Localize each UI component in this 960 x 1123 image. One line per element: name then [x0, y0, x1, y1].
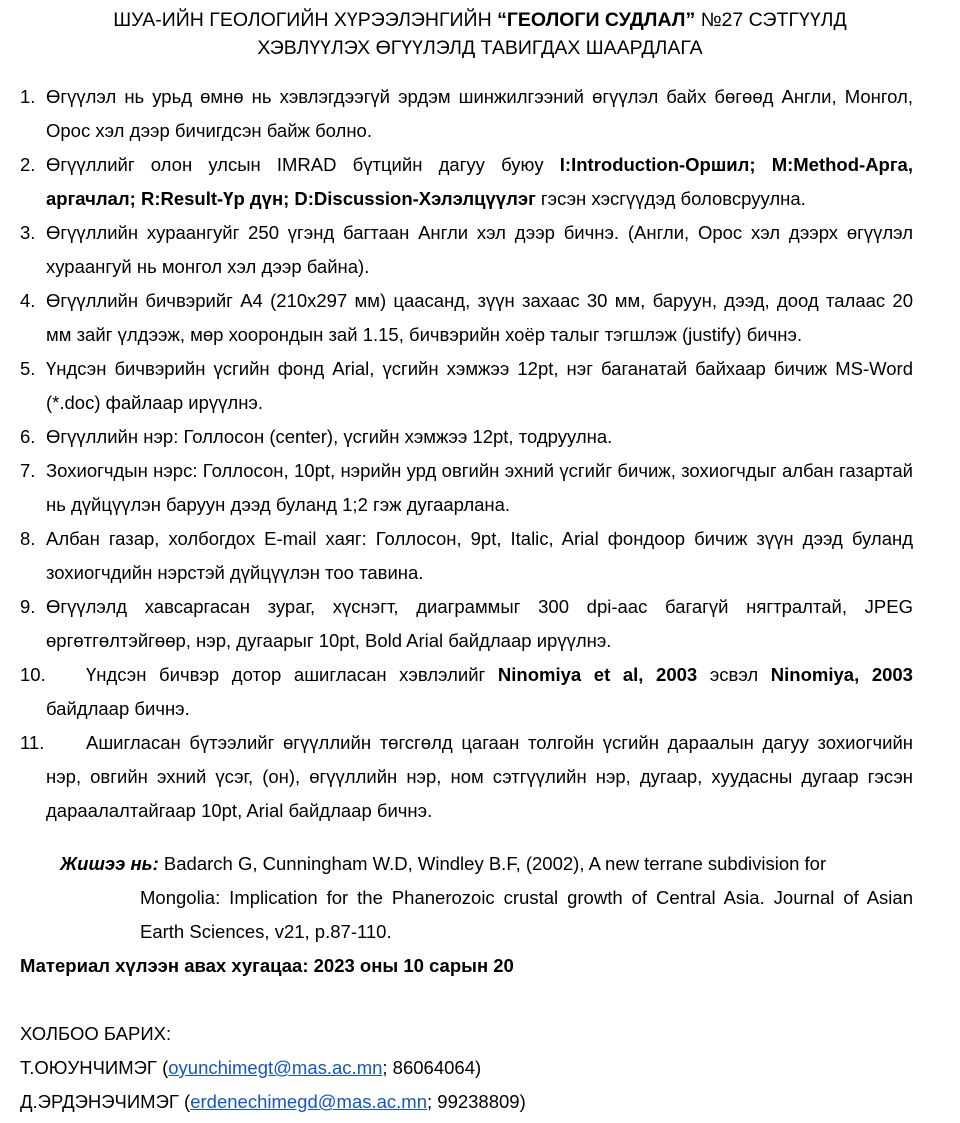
list-item: 3. Өгүүллийн хураангуйг 250 үгэнд багтаан Англи хэл дээр бичнэ. (Англи, Орос хэл дээрх өгүүлэл хураангуй нь монгол хэл дээр байна). — [20, 222, 913, 277]
title-line-2: ХЭВЛҮҮЛЭХ ӨГҮҮЛЭЛД ТАВИГДАХ ШААРДЛАГА — [257, 37, 703, 59]
submission-deadline: Материал хүлээн авах хугацаа: 2023 оны 10 сарын 20 — [20, 955, 514, 976]
example-label: Жишээ нь: — [60, 853, 159, 874]
list-item: 8. Албан газар, холбогдох E-mail хаяг: Голлосон, 9pt, Italic, Arial фондоор бичиж зүүн дээд буланд зохиогчдийн нэрстэй дүйцүүлэн тоо тавина. — [20, 528, 913, 583]
list-item: 4. Өгүүллийн бичвэрийг А4 (210х297 мм) цаасанд, зүүн захаас 30 мм, баруун, дээд, доод талаас 20 мм зайг үлдээж, мөр хоорондын зай 1.15, бичвэрийн хоёр талыг тэгшлэж (justify) бичнэ. — [20, 290, 913, 345]
list-item: 2. Өгүүллийг олон улсын IMRAD бүтцийн дагуу буюу I:Introduction-Оршил; M:Method-Арга, аргачлал; R:Result-Үр дүн; D:Discussion-Хэлэлцүүлэг гэсэн хэсгүүдэд боловсруулна. — [20, 154, 913, 209]
list-item: 11. Ашигласан бүтээлийг өгүүллийн төгсгөлд цагаан толгойн үсгийн дараалын дагуу зохиогчийн нэр, овгийн эхний үсэг, (он), өгүүллийн нэр, ном сэтгүүлийн нэр, дугаар, хуудасны дугаар гэсэн дараалалтайгаар 10pt, Arial байдлаар бичнэ. — [20, 732, 913, 821]
list-item: 7. Зохиогчдын нэрс: Голлосон, 10pt, нэрийн урд овгийн эхний үсгийг бичиж, зохиогчдыг албан газартай нь дүйцүүлэн баруун дээд буланд 1;2 гэж дугаарлана. — [20, 460, 913, 515]
example-first-line: Badarch G, Cunningham W.D, Windley B.F, (2002), A new terrane subdivision for — [158, 853, 827, 874]
contact-block — [20, 1017, 526, 1119]
list-item: 6. Өгүүллийн нэр: Голлосон (center), үсгийн хэмжээ 12pt, тодруулна. — [20, 426, 613, 447]
email-link[interactable]: erdenechimegd@mas.ac.mn — [190, 1091, 427, 1112]
contact-person: Д.ЭРДЭНЭЧИМЭГ (erdenechimegd@mas.ac.mn; 99238809) — [20, 1091, 526, 1112]
requirements-list — [20, 80, 913, 828]
list-item: 5. Үндсэн бичвэрийн үсгийн фонд Arial, үсгийн хэмжээ 12pt, нэг баганатай байхаар бичиж MS-Word (*.doc) файлаар ирүүлнэ. — [20, 358, 913, 413]
example-continuation: Mongolia: Implication for the Phanerozoic crustal growth of Central Asia. Journal of Asian Earth Sciences, v21, p.87-110. — [140, 887, 913, 942]
contact-person: Т.ОЮУНЧИМЭГ (oyunchimegt@mas.ac.mn; 86064064) — [20, 1057, 482, 1078]
list-item: 10. Үндсэн бичвэр дотор ашигласан хэвлэлийг Ninomiya et al, 2003 эсвэл Ninomiya, 2003 байдлаар бичнэ. — [20, 664, 913, 719]
document-title — [0, 6, 960, 62]
reference-example — [60, 847, 913, 949]
title-line-1: ШУА-ИЙН ГЕОЛОГИЙН ХҮРЭЭЛЭНГИЙН “ГЕОЛОГИ СУДЛАЛ” №27 СЭТГҮҮЛД — [113, 9, 847, 31]
list-item: 1. Өгүүлэл нь урьд өмнө нь хэвлэгдээгүй эрдэм шинжилгээний өгүүлэл байх бөгөөд Англи, Монгол, Орос хэл дээр бичигдсэн байж болно. — [20, 86, 913, 141]
list-item: 9. Өгүүлэлд хавсаргасан зураг, хүснэгт, диаграммыг 300 dpi-аас багагүй нягтралтай, JPEG өргөтгөлтэйгөөр, нэр, дугаарыг 10pt, Bold Arial байдлаар ирүүлнэ. — [20, 596, 913, 651]
email-link[interactable]: oyunchimegt@mas.ac.mn — [168, 1057, 383, 1078]
contact-heading: ХОЛБОО БАРИХ: — [20, 1023, 172, 1044]
